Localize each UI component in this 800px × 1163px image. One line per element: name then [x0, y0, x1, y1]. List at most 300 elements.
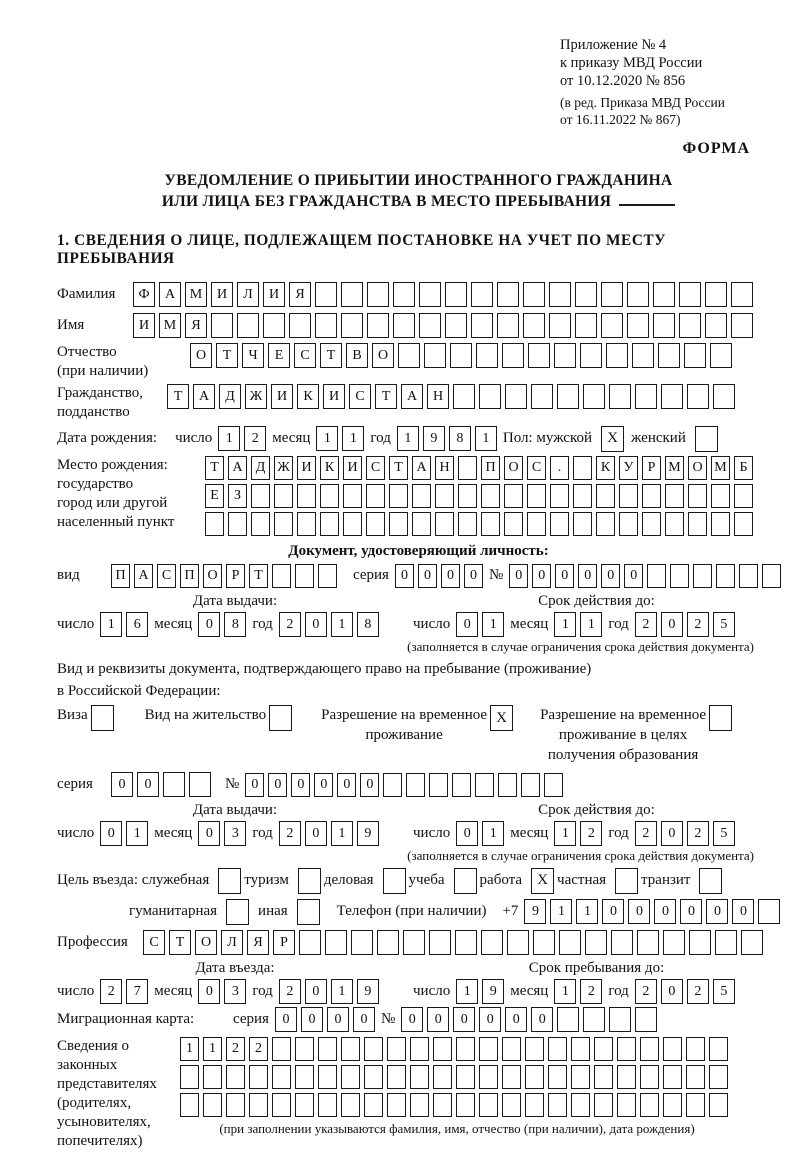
profession-boxes-cell[interactable] — [559, 930, 581, 955]
birthplace-row1-boxes-cell[interactable]: С — [527, 456, 546, 480]
birthplace-row3-boxes-cell[interactable] — [435, 512, 454, 536]
permit-number-boxes-cell[interactable] — [406, 773, 425, 797]
surname-boxes-cell[interactable] — [497, 282, 519, 307]
birthplace-row2-boxes-cell[interactable] — [504, 484, 523, 508]
permit-valid-boxes-1-cell[interactable]: 1 — [554, 821, 576, 846]
surname-boxes-cell[interactable]: М — [185, 282, 207, 307]
profession-boxes-cell[interactable] — [429, 930, 451, 955]
representatives-row3-boxes-cell[interactable] — [410, 1093, 429, 1117]
birthplace-row1-boxes-cell[interactable]: И — [297, 456, 316, 480]
surname-boxes-cell[interactable] — [575, 282, 597, 307]
representatives-row3-boxes-cell[interactable] — [617, 1093, 636, 1117]
birthplace-row3-boxes-cell[interactable] — [573, 512, 592, 536]
representatives-row2-boxes-cell[interactable] — [548, 1065, 567, 1089]
birthplace-row3-boxes-cell[interactable] — [205, 512, 224, 536]
permit-issue-boxes-1-cell[interactable]: 0 — [198, 821, 220, 846]
birthplace-row1-boxes-cell[interactable]: И — [343, 456, 362, 480]
stay-until-boxes-0-cell[interactable]: 1 — [456, 979, 478, 1004]
patronymic-boxes-cell[interactable] — [424, 343, 446, 368]
patronymic-boxes-cell[interactable]: О — [190, 343, 212, 368]
purpose-study-checkbox[interactable] — [454, 868, 477, 894]
representatives-row1-boxes-cell[interactable] — [525, 1037, 544, 1061]
profession-boxes-cell[interactable] — [325, 930, 347, 955]
representatives-row3-boxes-cell[interactable] — [525, 1093, 544, 1117]
entry-date-boxes-0-cell[interactable]: 7 — [126, 979, 148, 1004]
profession-boxes-cell[interactable] — [455, 930, 477, 955]
representatives-row3-boxes-cell[interactable] — [295, 1093, 314, 1117]
birthplace-row3-boxes-cell[interactable] — [711, 512, 730, 536]
representatives-row2-boxes-cell[interactable] — [571, 1065, 590, 1089]
givenname-boxes-cell[interactable] — [471, 313, 493, 338]
representatives-row3-boxes-cell[interactable] — [226, 1093, 245, 1117]
birthplace-row1-boxes-cell[interactable]: К — [320, 456, 339, 480]
entry-date-boxes-2-cell[interactable]: 1 — [331, 979, 353, 1004]
birthplace-row1-boxes-cell[interactable]: К — [596, 456, 615, 480]
birthplace-row3-boxes-cell[interactable] — [274, 512, 293, 536]
doc-issue-boxes-2-cell[interactable]: 8 — [357, 612, 379, 637]
givenname-boxes-cell[interactable] — [705, 313, 727, 338]
representatives-row2-boxes-cell[interactable] — [249, 1065, 268, 1089]
patronymic-boxes-cell[interactable] — [450, 343, 472, 368]
surname-boxes-cell[interactable] — [445, 282, 467, 307]
citizenship-boxes-cell[interactable] — [635, 384, 657, 409]
permit-valid-boxes-2-cell[interactable]: 2 — [635, 821, 657, 846]
surname-boxes-cell[interactable] — [679, 282, 701, 307]
doc-issue-boxes-2-cell[interactable]: 0 — [305, 612, 327, 637]
visa-checkbox[interactable] — [91, 705, 114, 731]
birthplace-row1-boxes-cell[interactable]: О — [504, 456, 523, 480]
representatives-row3-boxes-cell[interactable] — [433, 1093, 452, 1117]
citizenship-boxes-cell[interactable]: Т — [167, 384, 189, 409]
doc-number-boxes-cell[interactable]: 0 — [601, 564, 620, 588]
patronymic-boxes-cell[interactable] — [398, 343, 420, 368]
temporary-residence-checkbox[interactable]: X — [490, 705, 513, 731]
permit-number-boxes-cell[interactable] — [429, 773, 448, 797]
birthplace-row1-boxes-cell[interactable]: . — [550, 456, 569, 480]
birth-day-boxes-cell[interactable]: 2 — [244, 426, 266, 451]
doc-number-boxes-cell[interactable]: 0 — [555, 564, 574, 588]
birth-year-boxes-cell[interactable]: 1 — [397, 426, 419, 451]
givenname-boxes-cell[interactable]: М — [159, 313, 181, 338]
birthplace-row2-boxes-cell[interactable]: З — [228, 484, 247, 508]
doc-issue-boxes-1-cell[interactable]: 8 — [224, 612, 246, 637]
representatives-row3-boxes-cell[interactable] — [686, 1093, 705, 1117]
representatives-row1-boxes-cell[interactable] — [617, 1037, 636, 1061]
migration-number-boxes-cell[interactable]: 0 — [505, 1007, 527, 1032]
doc-number-boxes-cell[interactable] — [739, 564, 758, 588]
representatives-row3-boxes-cell[interactable] — [318, 1093, 337, 1117]
profession-boxes-cell[interactable] — [741, 930, 763, 955]
phone-boxes-cell[interactable]: 0 — [680, 899, 702, 924]
surname-boxes-cell[interactable] — [419, 282, 441, 307]
patronymic-boxes-cell[interactable]: Т — [216, 343, 238, 368]
birthplace-row2-boxes-cell[interactable] — [458, 484, 477, 508]
birthplace-row1-boxes-cell[interactable]: П — [481, 456, 500, 480]
representatives-row3-boxes-cell[interactable] — [341, 1093, 360, 1117]
givenname-boxes-cell[interactable]: Я — [185, 313, 207, 338]
representatives-row3-boxes-cell[interactable] — [387, 1093, 406, 1117]
givenname-boxes-cell[interactable] — [627, 313, 649, 338]
birthplace-row3-boxes-cell[interactable] — [619, 512, 638, 536]
residence-permit-checkbox[interactable] — [269, 705, 292, 731]
birthplace-row3-boxes-cell[interactable] — [228, 512, 247, 536]
representatives-row2-boxes-cell[interactable] — [479, 1065, 498, 1089]
patronymic-boxes-cell[interactable]: Е — [268, 343, 290, 368]
profession-boxes-cell[interactable] — [403, 930, 425, 955]
surname-boxes-cell[interactable] — [549, 282, 571, 307]
representatives-row1-boxes-cell[interactable] — [709, 1037, 728, 1061]
birth-month-boxes-cell[interactable]: 1 — [342, 426, 364, 451]
doc-number-boxes-cell[interactable]: 0 — [624, 564, 643, 588]
stay-until-boxes-2-cell[interactable]: 5 — [713, 979, 735, 1004]
citizenship-boxes-cell[interactable]: К — [297, 384, 319, 409]
doc-number-boxes-cell[interactable]: 0 — [509, 564, 528, 588]
permit-issue-boxes-2-cell[interactable]: 9 — [357, 821, 379, 846]
permit-series-boxes-cell[interactable]: 0 — [137, 772, 159, 797]
female-checkbox[interactable] — [695, 426, 718, 452]
permit-number-boxes-cell[interactable] — [521, 773, 540, 797]
birthplace-row3-boxes-cell[interactable] — [343, 512, 362, 536]
birthplace-row2-boxes-cell[interactable] — [550, 484, 569, 508]
representatives-row2-boxes-cell[interactable] — [663, 1065, 682, 1089]
profession-boxes-cell[interactable] — [715, 930, 737, 955]
doc-valid-boxes-2-cell[interactable]: 2 — [635, 612, 657, 637]
representatives-row3-boxes-cell[interactable] — [502, 1093, 521, 1117]
patronymic-boxes-cell[interactable] — [684, 343, 706, 368]
profession-boxes-cell[interactable] — [377, 930, 399, 955]
phone-boxes-cell[interactable] — [758, 899, 780, 924]
doc-valid-boxes-0-cell[interactable]: 1 — [482, 612, 504, 637]
doc-series-boxes-cell[interactable]: 0 — [395, 564, 414, 588]
representatives-row2-boxes-cell[interactable] — [456, 1065, 475, 1089]
birthplace-row3-boxes-cell[interactable] — [320, 512, 339, 536]
profession-boxes-cell[interactable]: Я — [247, 930, 269, 955]
patronymic-boxes-cell[interactable]: О — [372, 343, 394, 368]
doc-type-boxes-cell[interactable]: П — [111, 564, 130, 588]
permit-valid-boxes-0-cell[interactable]: 0 — [456, 821, 478, 846]
doc-type-boxes-cell[interactable]: С — [157, 564, 176, 588]
citizenship-boxes-cell[interactable] — [609, 384, 631, 409]
birth-day-boxes-cell[interactable]: 1 — [218, 426, 240, 451]
doc-number-boxes-cell[interactable] — [716, 564, 735, 588]
profession-boxes-cell[interactable] — [611, 930, 633, 955]
representatives-row2-boxes-cell[interactable] — [640, 1065, 659, 1089]
permit-valid-boxes-2-cell[interactable]: 2 — [687, 821, 709, 846]
doc-type-boxes-cell[interactable] — [318, 564, 337, 588]
citizenship-boxes-cell[interactable]: А — [193, 384, 215, 409]
permit-issue-boxes-0-cell[interactable]: 1 — [126, 821, 148, 846]
birth-month-boxes-cell[interactable]: 1 — [316, 426, 338, 451]
representatives-row2-boxes-cell[interactable] — [272, 1065, 291, 1089]
birthplace-row3-boxes-cell[interactable] — [481, 512, 500, 536]
permit-number-boxes-cell[interactable] — [452, 773, 471, 797]
representatives-row1-boxes-cell[interactable] — [571, 1037, 590, 1061]
phone-boxes-cell[interactable]: 1 — [550, 899, 572, 924]
entry-date-boxes-2-cell[interactable]: 9 — [357, 979, 379, 1004]
surname-boxes-cell[interactable] — [471, 282, 493, 307]
birthplace-row3-boxes-cell[interactable] — [596, 512, 615, 536]
surname-boxes-cell[interactable]: Л — [237, 282, 259, 307]
doc-series-boxes-cell[interactable]: 0 — [418, 564, 437, 588]
profession-boxes-cell[interactable]: С — [143, 930, 165, 955]
surname-boxes-cell[interactable] — [341, 282, 363, 307]
purpose-official-checkbox[interactable] — [218, 868, 241, 894]
permit-number-boxes-cell[interactable] — [383, 773, 402, 797]
birthplace-row1-boxes-cell[interactable]: Р — [642, 456, 661, 480]
purpose-business-checkbox[interactable] — [383, 868, 406, 894]
doc-series-boxes-cell[interactable]: 0 — [464, 564, 483, 588]
entry-date-boxes-1-cell[interactable]: 0 — [198, 979, 220, 1004]
permit-issue-boxes-2-cell[interactable]: 2 — [279, 821, 301, 846]
doc-valid-boxes-2-cell[interactable]: 0 — [661, 612, 683, 637]
birthplace-row3-boxes-cell[interactable] — [527, 512, 546, 536]
purpose-other-checkbox[interactable] — [297, 899, 320, 925]
birthplace-row3-boxes-cell[interactable] — [665, 512, 684, 536]
representatives-row2-boxes-cell[interactable] — [387, 1065, 406, 1089]
citizenship-boxes-cell[interactable] — [687, 384, 709, 409]
patronymic-boxes-cell[interactable] — [658, 343, 680, 368]
profession-boxes-cell[interactable]: О — [195, 930, 217, 955]
representatives-row1-boxes-cell[interactable] — [594, 1037, 613, 1061]
phone-boxes-cell[interactable]: 0 — [602, 899, 624, 924]
birthplace-row2-boxes-cell[interactable] — [297, 484, 316, 508]
surname-boxes-cell[interactable] — [393, 282, 415, 307]
doc-type-boxes-cell[interactable] — [295, 564, 314, 588]
permit-series-boxes-cell[interactable] — [189, 772, 211, 797]
surname-boxes-cell[interactable]: И — [263, 282, 285, 307]
profession-boxes-cell[interactable]: Л — [221, 930, 243, 955]
phone-boxes-cell[interactable]: 0 — [732, 899, 754, 924]
birthplace-row3-boxes-cell[interactable] — [297, 512, 316, 536]
representatives-row3-boxes-cell[interactable] — [203, 1093, 222, 1117]
stay-until-boxes-1-cell[interactable]: 2 — [580, 979, 602, 1004]
migration-number-boxes-cell[interactable] — [609, 1007, 631, 1032]
givenname-boxes-cell[interactable] — [341, 313, 363, 338]
doc-type-boxes-cell[interactable]: П — [180, 564, 199, 588]
representatives-row3-boxes-cell[interactable] — [663, 1093, 682, 1117]
male-checkbox[interactable]: X — [601, 426, 624, 452]
entry-date-boxes-2-cell[interactable]: 2 — [279, 979, 301, 1004]
birthplace-row2-boxes-cell[interactable] — [573, 484, 592, 508]
representatives-row1-boxes-cell[interactable] — [433, 1037, 452, 1061]
representatives-row3-boxes-cell[interactable] — [272, 1093, 291, 1117]
representatives-row3-boxes-cell[interactable] — [640, 1093, 659, 1117]
surname-boxes-cell[interactable]: Я — [289, 282, 311, 307]
migration-number-boxes-cell[interactable]: 0 — [401, 1007, 423, 1032]
citizenship-boxes-cell[interactable] — [479, 384, 501, 409]
doc-number-boxes-cell[interactable] — [693, 564, 712, 588]
doc-number-boxes-cell[interactable] — [762, 564, 781, 588]
representatives-row2-boxes-cell[interactable] — [226, 1065, 245, 1089]
birthplace-row2-boxes-cell[interactable] — [665, 484, 684, 508]
permit-issue-boxes-2-cell[interactable]: 0 — [305, 821, 327, 846]
permit-valid-boxes-2-cell[interactable]: 5 — [713, 821, 735, 846]
citizenship-boxes-cell[interactable] — [531, 384, 553, 409]
representatives-row1-boxes-cell[interactable] — [295, 1037, 314, 1061]
birthplace-row2-boxes-cell[interactable] — [711, 484, 730, 508]
representatives-row3-boxes-cell[interactable] — [548, 1093, 567, 1117]
citizenship-boxes-cell[interactable]: Н — [427, 384, 449, 409]
givenname-boxes-cell[interactable] — [237, 313, 259, 338]
stay-until-boxes-1-cell[interactable]: 1 — [554, 979, 576, 1004]
representatives-row2-boxes-cell[interactable] — [203, 1065, 222, 1089]
representatives-row1-boxes-cell[interactable] — [341, 1037, 360, 1061]
doc-type-boxes-cell[interactable]: О — [203, 564, 222, 588]
representatives-row3-boxes-cell[interactable] — [479, 1093, 498, 1117]
representatives-row2-boxes-cell[interactable] — [594, 1065, 613, 1089]
birthplace-row1-boxes-cell[interactable]: М — [665, 456, 684, 480]
permit-number-boxes-cell[interactable] — [498, 773, 517, 797]
permit-issue-boxes-2-cell[interactable]: 1 — [331, 821, 353, 846]
permit-valid-boxes-0-cell[interactable]: 1 — [482, 821, 504, 846]
representatives-row3-boxes-cell[interactable] — [456, 1093, 475, 1117]
representatives-row1-boxes-cell[interactable] — [456, 1037, 475, 1061]
givenname-boxes-cell[interactable] — [367, 313, 389, 338]
representatives-row2-boxes-cell[interactable] — [502, 1065, 521, 1089]
doc-valid-boxes-2-cell[interactable]: 2 — [687, 612, 709, 637]
birthplace-row3-boxes-cell[interactable] — [366, 512, 385, 536]
citizenship-boxes-cell[interactable]: И — [323, 384, 345, 409]
birth-year-boxes-cell[interactable]: 1 — [475, 426, 497, 451]
surname-boxes-cell[interactable] — [627, 282, 649, 307]
doc-valid-boxes-1-cell[interactable]: 1 — [554, 612, 576, 637]
citizenship-boxes-cell[interactable] — [453, 384, 475, 409]
birthplace-row2-boxes-cell[interactable] — [481, 484, 500, 508]
profession-boxes-cell[interactable] — [533, 930, 555, 955]
representatives-row1-boxes-cell[interactable]: 1 — [203, 1037, 222, 1061]
birthplace-row3-boxes-cell[interactable] — [688, 512, 707, 536]
patronymic-boxes-cell[interactable]: Т — [320, 343, 342, 368]
profession-boxes-cell[interactable] — [507, 930, 529, 955]
stay-until-boxes-2-cell[interactable]: 2 — [635, 979, 657, 1004]
birthplace-row2-boxes-cell[interactable] — [734, 484, 753, 508]
purpose-transit-checkbox[interactable] — [699, 868, 722, 894]
patronymic-boxes-cell[interactable] — [554, 343, 576, 368]
permit-valid-boxes-1-cell[interactable]: 2 — [580, 821, 602, 846]
birthplace-row2-boxes-cell[interactable] — [389, 484, 408, 508]
representatives-row2-boxes-cell[interactable] — [180, 1065, 199, 1089]
birthplace-row2-boxes-cell[interactable]: Е — [205, 484, 224, 508]
givenname-boxes-cell[interactable]: И — [133, 313, 155, 338]
representatives-row2-boxes-cell[interactable] — [295, 1065, 314, 1089]
doc-issue-boxes-1-cell[interactable]: 0 — [198, 612, 220, 637]
surname-boxes-cell[interactable] — [653, 282, 675, 307]
birthplace-row3-boxes-cell[interactable] — [504, 512, 523, 536]
birthplace-row1-boxes-cell[interactable]: М — [711, 456, 730, 480]
representatives-row2-boxes-cell[interactable] — [433, 1065, 452, 1089]
phone-boxes-cell[interactable]: 0 — [654, 899, 676, 924]
profession-boxes-cell[interactable] — [689, 930, 711, 955]
representatives-row1-boxes-cell[interactable] — [686, 1037, 705, 1061]
representatives-row1-boxes-cell[interactable]: 1 — [180, 1037, 199, 1061]
birthplace-row2-boxes-cell[interactable] — [343, 484, 362, 508]
birthplace-row1-boxes-cell[interactable]: Т — [205, 456, 224, 480]
birthplace-row2-boxes-cell[interactable] — [320, 484, 339, 508]
representatives-row3-boxes-cell[interactable] — [249, 1093, 268, 1117]
surname-boxes-cell[interactable] — [601, 282, 623, 307]
profession-boxes-cell[interactable] — [585, 930, 607, 955]
representatives-row3-boxes-cell[interactable] — [709, 1093, 728, 1117]
citizenship-boxes-cell[interactable]: Д — [219, 384, 241, 409]
representatives-row2-boxes-cell[interactable] — [525, 1065, 544, 1089]
citizenship-boxes-cell[interactable] — [505, 384, 527, 409]
migration-series-boxes-cell[interactable]: 0 — [275, 1007, 297, 1032]
representatives-row1-boxes-cell[interactable] — [663, 1037, 682, 1061]
phone-boxes-cell[interactable]: 1 — [576, 899, 598, 924]
givenname-boxes-cell[interactable] — [575, 313, 597, 338]
doc-issue-boxes-0-cell[interactable]: 1 — [100, 612, 122, 637]
givenname-boxes-cell[interactable] — [601, 313, 623, 338]
profession-boxes-cell[interactable] — [663, 930, 685, 955]
birthplace-row3-boxes-cell[interactable] — [642, 512, 661, 536]
citizenship-boxes-cell[interactable] — [557, 384, 579, 409]
givenname-boxes-cell[interactable] — [289, 313, 311, 338]
migration-series-boxes-cell[interactable]: 0 — [327, 1007, 349, 1032]
doc-type-boxes-cell[interactable]: Т — [249, 564, 268, 588]
purpose-tourism-checkbox[interactable] — [298, 868, 321, 894]
permit-series-boxes-cell[interactable]: 0 — [111, 772, 133, 797]
citizenship-boxes-cell[interactable]: И — [271, 384, 293, 409]
birthplace-row1-boxes-cell[interactable]: Д — [251, 456, 270, 480]
profession-boxes-cell[interactable] — [351, 930, 373, 955]
birthplace-row2-boxes-cell[interactable] — [642, 484, 661, 508]
birthplace-row2-boxes-cell[interactable] — [366, 484, 385, 508]
permit-number-boxes-cell[interactable] — [475, 773, 494, 797]
doc-number-boxes-cell[interactable]: 0 — [578, 564, 597, 588]
birthplace-row3-boxes-cell[interactable] — [412, 512, 431, 536]
surname-boxes-cell[interactable] — [315, 282, 337, 307]
birthplace-row2-boxes-cell[interactable] — [688, 484, 707, 508]
representatives-row2-boxes-cell[interactable] — [364, 1065, 383, 1089]
representatives-row2-boxes-cell[interactable] — [410, 1065, 429, 1089]
doc-valid-boxes-0-cell[interactable]: 0 — [456, 612, 478, 637]
givenname-boxes-cell[interactable] — [679, 313, 701, 338]
patronymic-boxes-cell[interactable] — [476, 343, 498, 368]
permit-number-boxes-cell[interactable]: 0 — [291, 773, 310, 797]
birthplace-row1-boxes-cell[interactable]: Н — [435, 456, 454, 480]
representatives-row2-boxes-cell[interactable] — [709, 1065, 728, 1089]
birthplace-row1-boxes-cell[interactable]: Ж — [274, 456, 293, 480]
birthplace-row2-boxes-cell[interactable] — [619, 484, 638, 508]
patronymic-boxes-cell[interactable] — [632, 343, 654, 368]
migration-number-boxes-cell[interactable]: 0 — [453, 1007, 475, 1032]
patronymic-boxes-cell[interactable] — [580, 343, 602, 368]
doc-number-boxes-cell[interactable]: 0 — [532, 564, 551, 588]
birthplace-row2-boxes-cell[interactable] — [527, 484, 546, 508]
permit-valid-boxes-2-cell[interactable]: 0 — [661, 821, 683, 846]
representatives-row2-boxes-cell[interactable] — [318, 1065, 337, 1089]
birthplace-row1-boxes-cell[interactable] — [573, 456, 592, 480]
birthplace-row1-boxes-cell[interactable]: С — [366, 456, 385, 480]
representatives-row3-boxes-cell[interactable] — [594, 1093, 613, 1117]
birthplace-row2-boxes-cell[interactable] — [435, 484, 454, 508]
doc-number-boxes-cell[interactable] — [647, 564, 666, 588]
birthplace-row1-boxes-cell[interactable]: Б — [734, 456, 753, 480]
birthplace-row3-boxes-cell[interactable] — [550, 512, 569, 536]
doc-series-boxes-cell[interactable]: 0 — [441, 564, 460, 588]
givenname-boxes-cell[interactable] — [393, 313, 415, 338]
phone-boxes-cell[interactable]: 0 — [628, 899, 650, 924]
permit-issue-boxes-1-cell[interactable]: 3 — [224, 821, 246, 846]
givenname-boxes-cell[interactable] — [211, 313, 233, 338]
permit-number-boxes-cell[interactable]: 0 — [314, 773, 333, 797]
permit-series-boxes-cell[interactable] — [163, 772, 185, 797]
entry-date-boxes-2-cell[interactable]: 0 — [305, 979, 327, 1004]
representatives-row1-boxes-cell[interactable]: 2 — [226, 1037, 245, 1061]
permit-number-boxes-cell[interactable]: 0 — [245, 773, 264, 797]
stay-until-boxes-2-cell[interactable]: 0 — [661, 979, 683, 1004]
representatives-row1-boxes-cell[interactable] — [640, 1037, 659, 1061]
